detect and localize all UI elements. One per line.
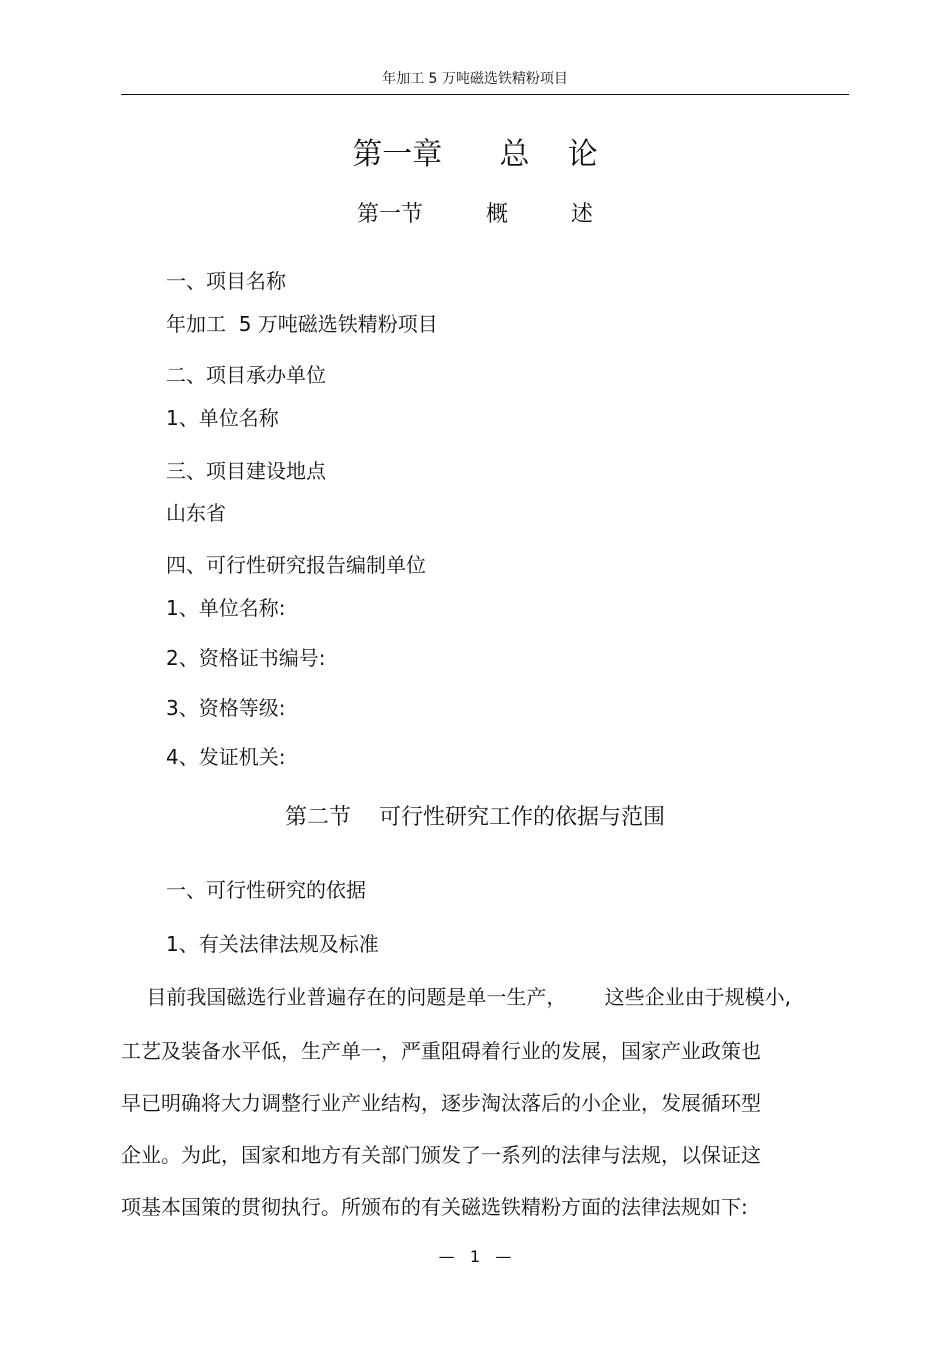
item-location-value: 山东省 (166, 501, 226, 525)
item-sponsor-unit-name: 1、单位名称 (166, 406, 279, 430)
item-location-heading: 三、项目建设地点 (166, 459, 326, 483)
item-report-unit-name: 1、单位名称: (166, 596, 286, 620)
item-sponsor-heading: 二、项目承办单位 (166, 363, 326, 387)
running-header: 年加工 5 万吨磁选铁精粉项目 (382, 71, 568, 87)
section-1-title: 第一节 概 述 (357, 202, 593, 227)
item-report-unit-heading: 四、可行性研究报告编制单位 (166, 553, 426, 577)
item-project-name-value: 年加工 5 万吨磁选铁精粉项目 (166, 312, 438, 336)
paragraph-line-3: 早已明确将大力调整行业产业结构，逐步淘汰落后的小企业，发展循环型 (121, 1091, 761, 1115)
chapter-title: 第一章 总 论 (352, 137, 598, 172)
header-divider (121, 94, 849, 95)
laws-subheading: 1、有关法律法规及标准 (166, 932, 379, 956)
item-project-name-heading: 一、项目名称 (166, 269, 286, 293)
paragraph-line-5: 项基本国策的贯彻执行。所颁布的有关磁选铁精粉方面的法律法规如下: (121, 1195, 748, 1219)
section-2-title: 第二节 可行性研究工作的依据与范围 (285, 805, 665, 830)
paragraph-line-1: 目前我国磁选行业普遍存在的问题是单一生产， 这些企业由于规模小, (121, 985, 791, 1009)
page-number: — 1 — (438, 1247, 512, 1266)
item-qualification-level: 3、资格等级: (166, 696, 286, 720)
paragraph-line-2: 工艺及装备水平低，生产单一，严重阻碍着行业的发展，国家产业政策也 (121, 1039, 761, 1063)
item-certificate-number: 2、资格证书编号: (166, 646, 326, 670)
basis-heading: 一、可行性研究的依据 (166, 878, 366, 902)
paragraph-line-4: 企业。为此，国家和地方有关部门颁发了一系列的法律与法规，以保证这 (121, 1143, 761, 1167)
item-issuing-authority: 4、发证机关: (166, 745, 286, 769)
